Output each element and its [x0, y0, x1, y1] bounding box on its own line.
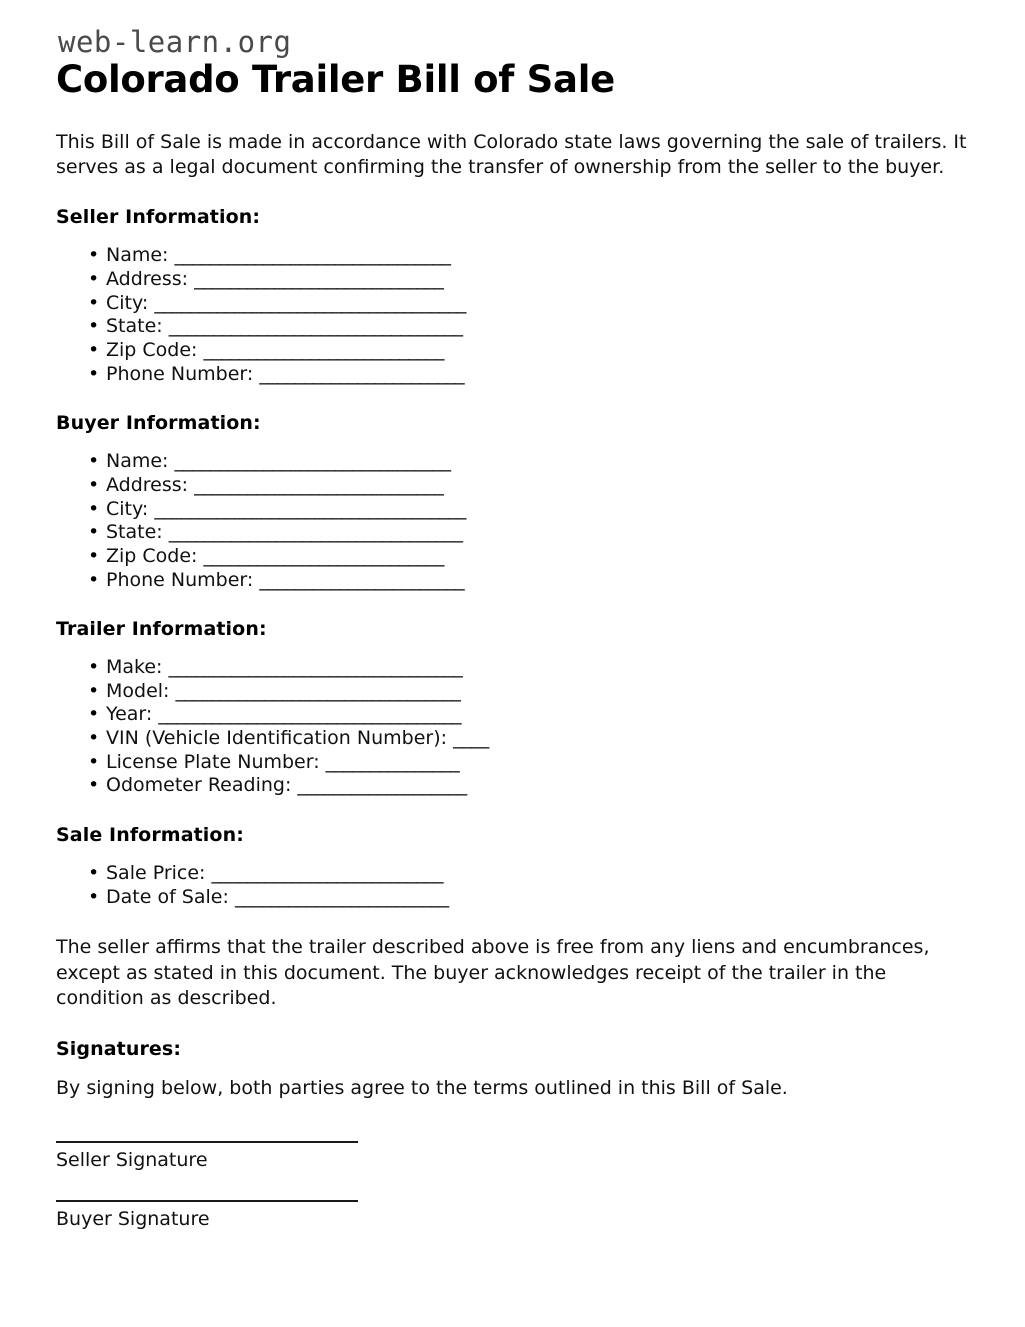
field-blank[interactable]: _______________	[325, 750, 460, 773]
list-item	[56, 886, 969, 910]
field-blank[interactable]: ____________________________	[194, 473, 444, 496]
field-label: Name:	[106, 244, 169, 267]
field-label: City:	[106, 497, 149, 520]
field-blank[interactable]: _________________________________	[168, 656, 463, 679]
list-item	[56, 569, 969, 593]
field-blank[interactable]: _______________________________	[174, 244, 451, 267]
list-item	[56, 315, 969, 339]
buyer-signature-label: Buyer Signature	[56, 1207, 210, 1230]
field-blank[interactable]: ____	[453, 727, 489, 750]
field-blank[interactable]: ___________________________________	[154, 291, 466, 314]
field-blank[interactable]: _______________________________	[174, 450, 451, 473]
field-label: City:	[106, 291, 149, 314]
field-blank[interactable]: __________________________	[211, 861, 443, 884]
field-blank[interactable]: ___________________________	[203, 544, 444, 567]
page-title: Colorado Trailer Bill of Sale	[56, 58, 615, 101]
field-label: Make:	[106, 656, 163, 679]
field-label: Model:	[106, 679, 170, 702]
list-item	[56, 703, 969, 727]
buyer-information-fields	[56, 450, 969, 592]
signature-block	[56, 1141, 969, 1231]
buyer-information-heading: Buyer Information:	[56, 412, 261, 435]
seller-signature-line[interactable]	[56, 1141, 358, 1143]
list-item	[56, 751, 969, 775]
list-item	[56, 244, 969, 268]
affirmation-paragraph: The seller affirms that the trailer described above is free from any liens and encumbrances, except as stated in this document. The buyer acknowledges receipt of the trailer in the condition as described.	[56, 936, 930, 1010]
field-blank[interactable]: ___________________________________	[154, 497, 466, 520]
seller-information-heading: Seller Information:	[56, 206, 261, 229]
site-brand: web-learn.org	[58, 25, 292, 59]
field-blank[interactable]: ___________________	[297, 774, 467, 797]
seller-signature-group	[56, 1141, 969, 1172]
field-label: Zip Code:	[106, 544, 198, 567]
list-item	[56, 450, 969, 474]
field-blank[interactable]: ________________________	[234, 885, 449, 908]
intro-paragraph: This Bill of Sale is made in accordance with Colorado state laws governing the sale of trailers. It serves as a legal document confirming the transfer of ownership from the seller to the buyer.	[56, 130, 967, 178]
seller-information-fields	[56, 244, 969, 386]
buyer-signature-line[interactable]	[56, 1200, 358, 1202]
signature-intro-paragraph: By signing below, both parties agree to the terms outlined in this Bill of Sale.	[56, 1076, 788, 1099]
signatures-heading: Signatures:	[56, 1037, 182, 1060]
list-item	[56, 498, 969, 522]
field-blank[interactable]: ________________________________	[175, 679, 461, 702]
field-blank[interactable]: _______________________	[259, 362, 465, 385]
trailer-information-fields	[56, 656, 969, 798]
field-blank[interactable]: _______________________	[259, 568, 465, 591]
field-label: State:	[106, 315, 163, 338]
list-item	[56, 656, 969, 680]
list-item	[56, 774, 969, 798]
field-label: State:	[106, 521, 163, 544]
list-item	[56, 680, 969, 704]
field-label: Odometer Reading:	[106, 774, 292, 797]
list-item	[56, 474, 969, 498]
field-label: VIN (Vehicle Identification Number):	[106, 727, 448, 750]
field-label: License Plate Number:	[106, 750, 320, 773]
list-item	[56, 268, 969, 292]
list-item	[56, 292, 969, 316]
field-blank[interactable]: __________________________________	[158, 703, 461, 726]
list-item	[56, 339, 969, 363]
list-item	[56, 545, 969, 569]
field-label: Phone Number:	[106, 362, 254, 385]
buyer-signature-group	[56, 1200, 969, 1231]
sale-information-heading: Sale Information:	[56, 823, 244, 846]
field-blank[interactable]: ___________________________	[203, 339, 444, 362]
list-item	[56, 727, 969, 751]
list-item	[56, 363, 969, 387]
field-label: Sale Price:	[106, 861, 206, 884]
field-label: Name:	[106, 450, 169, 473]
field-blank[interactable]: _________________________________	[168, 315, 463, 338]
field-label: Zip Code:	[106, 339, 198, 362]
field-label: Date of Sale:	[106, 885, 229, 908]
field-blank[interactable]: ____________________________	[194, 268, 444, 291]
field-blank[interactable]: _________________________________	[168, 521, 463, 544]
seller-signature-label: Seller Signature	[56, 1149, 208, 1172]
field-label: Address:	[106, 268, 189, 291]
sale-information-fields	[56, 862, 969, 909]
list-item	[56, 521, 969, 545]
field-label: Year:	[106, 703, 153, 726]
list-item	[56, 862, 969, 886]
field-label: Address:	[106, 473, 189, 496]
trailer-information-heading: Trailer Information:	[56, 618, 267, 641]
field-label: Phone Number:	[106, 568, 254, 591]
